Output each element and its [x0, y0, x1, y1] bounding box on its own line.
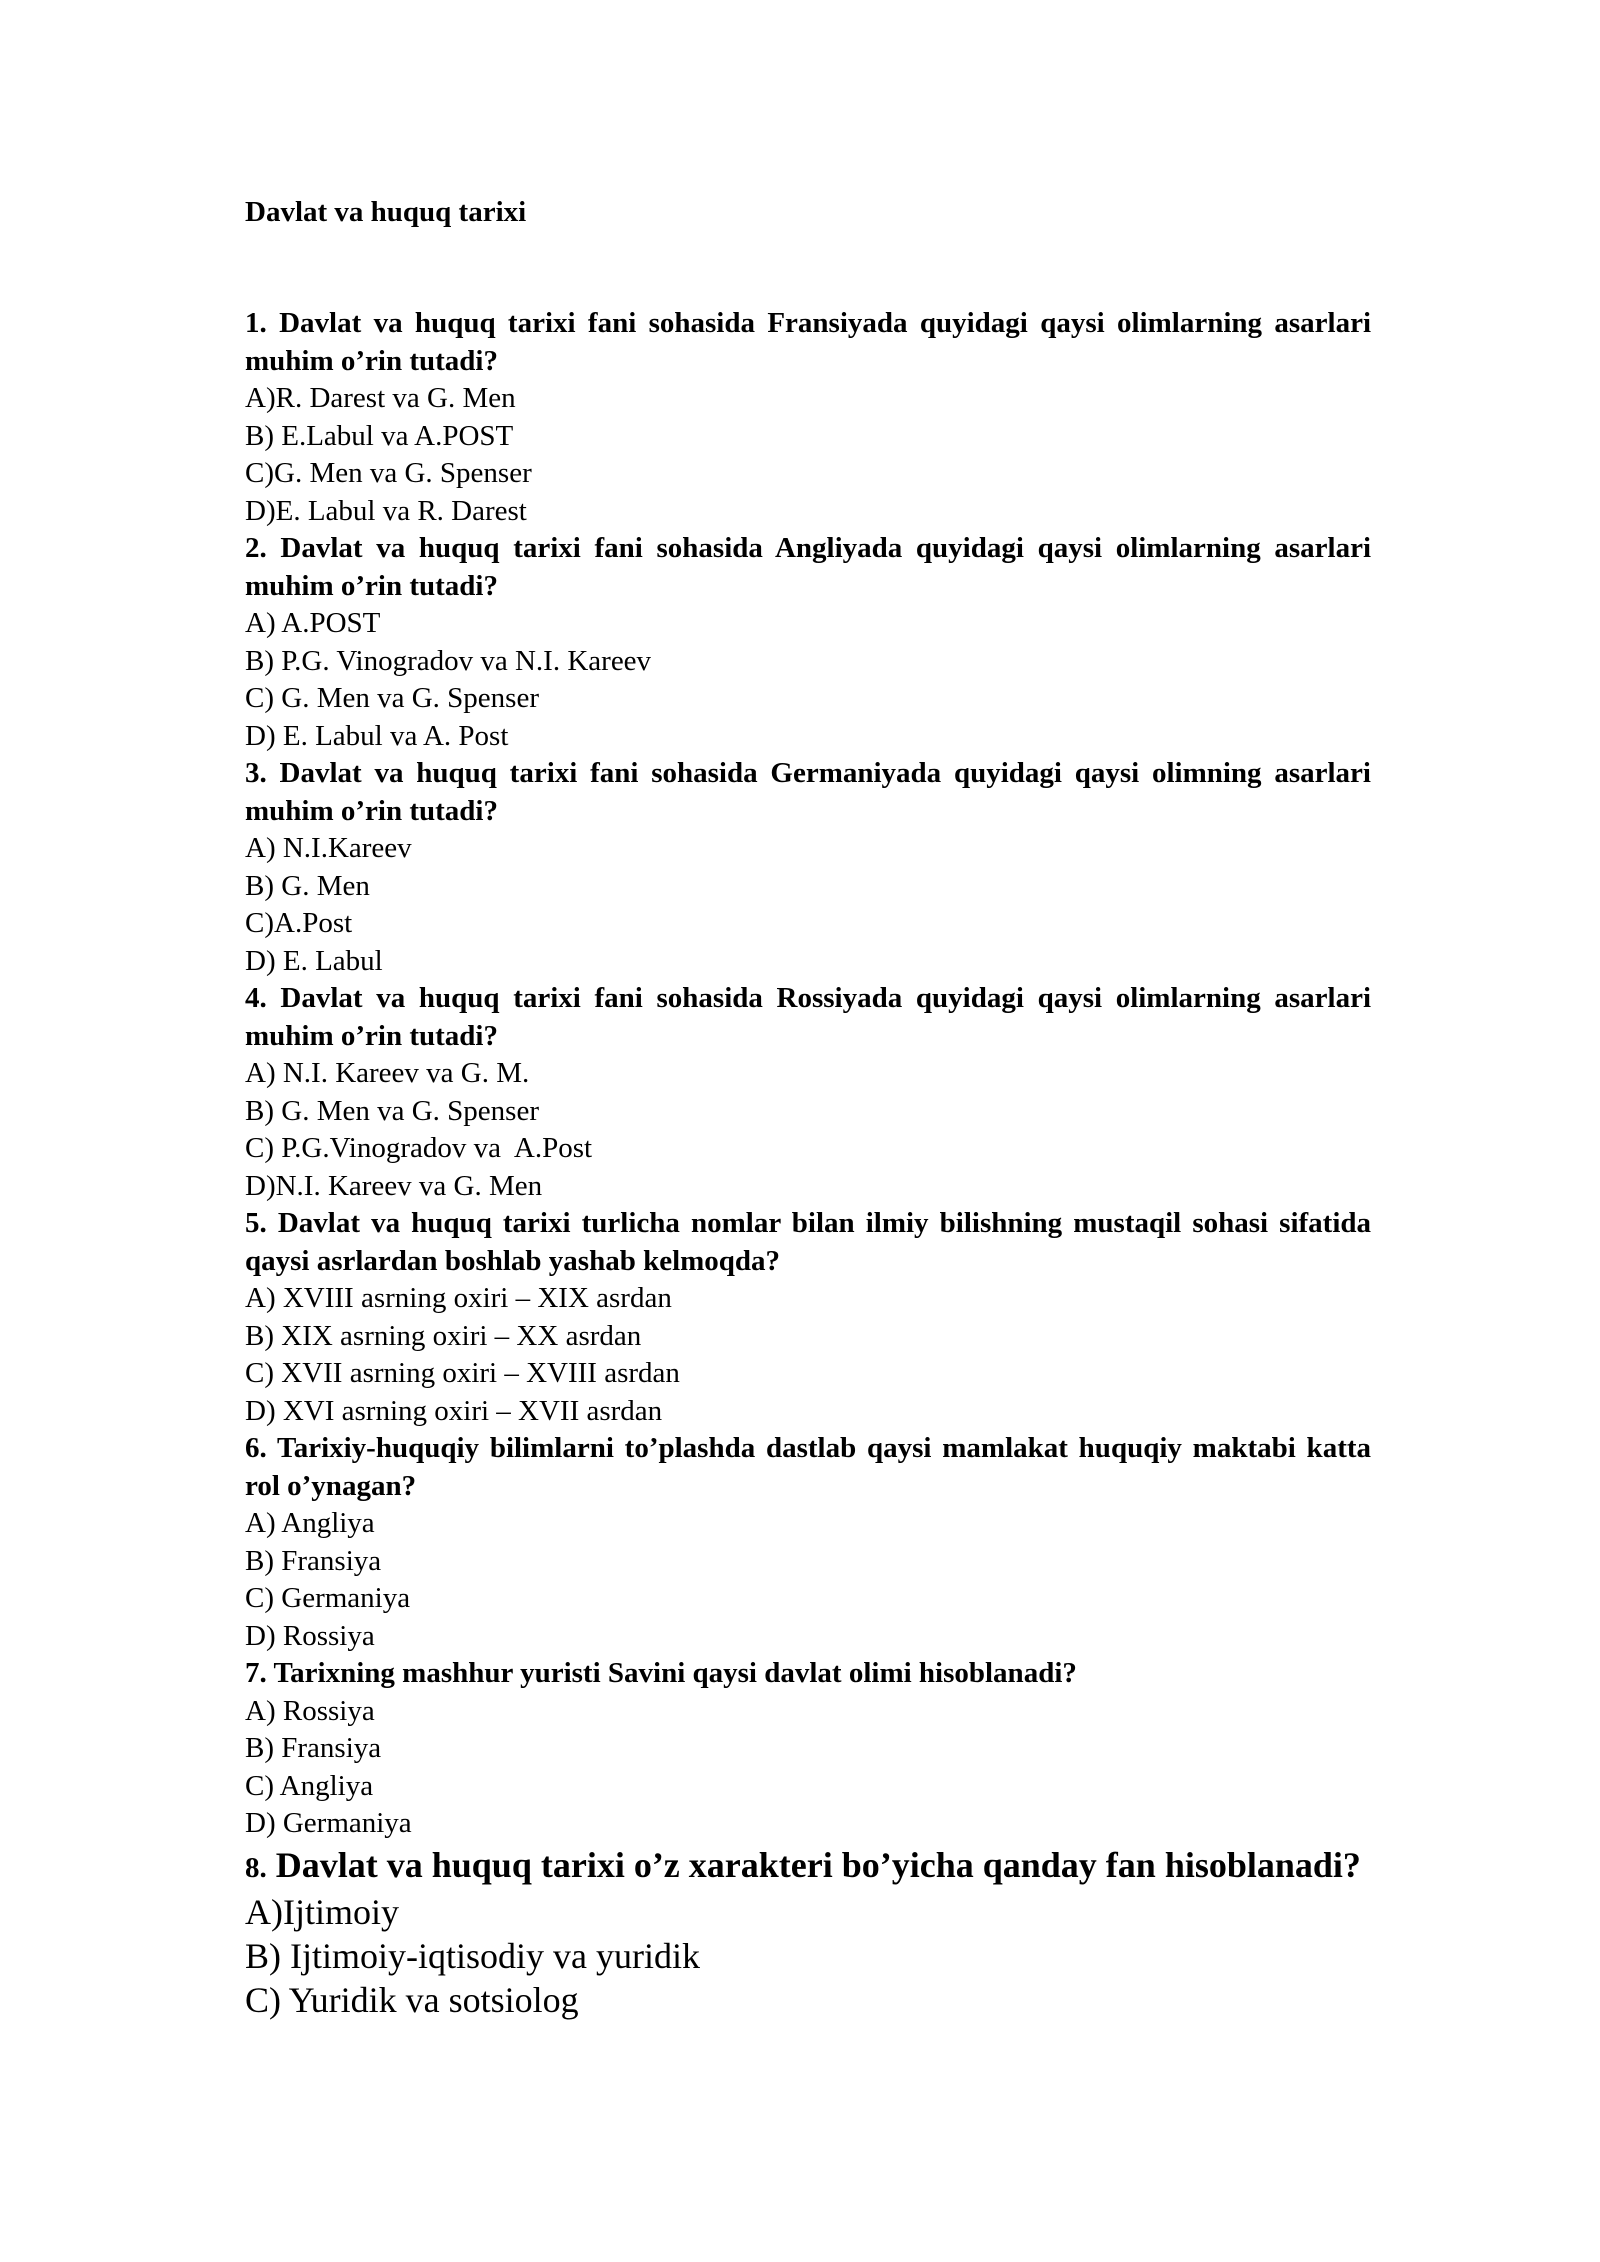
option-a: A)R. Darest va G. Men [245, 382, 516, 414]
option-d: D) XVI asrning oxiri – XVII asrdan [245, 1394, 663, 1427]
option-a: A) N.I. Kareev va G. M. [245, 1057, 530, 1089]
question-prompt: Davlat va huquq tarixi o’z xarakteri bo’yicha qanday fan hisoblanadi? [275, 1844, 1361, 1885]
question-number: 4. [245, 982, 267, 1014]
option-c: C)A.Post [245, 907, 353, 939]
option-list [245, 1055, 1371, 1205]
option-a: A)Ijtimoiy [245, 1891, 399, 1932]
question-list [245, 305, 1371, 2022]
option-b: B) G. Men va G. Spenser [245, 1094, 539, 1127]
question-text [245, 530, 1371, 605]
option-a: A) Angliya [245, 1507, 375, 1539]
question-text [245, 305, 1371, 380]
option-d: D) Germaniya [245, 1807, 412, 1839]
question-8 [245, 1843, 1371, 2022]
option-list [245, 380, 1371, 530]
option-d: D)E. Labul va R. Darest [245, 494, 527, 527]
question-number: 8. [245, 1851, 267, 1884]
option-list [245, 1280, 1371, 1430]
question-number: 6. [245, 1432, 267, 1464]
question-text [245, 1843, 1371, 1890]
option-b: B) E.Labul va A.POST [245, 419, 514, 452]
question-5 [245, 1205, 1371, 1430]
question-prompt: Davlat va huquq tarixi turlicha nomlar bilan ilmiy bilishning mustaqil sohasi sifatida qaysi asrlardan boshlab yashab kelmoqda? [245, 1207, 1372, 1277]
question-prompt: Davlat va huquq tarixi fani sohasida Germaniyada quyidagi qaysi olimning asarlari muhim o’rin tutadi? [245, 757, 1371, 827]
document-page [245, 194, 1371, 2022]
option-c: C) Germaniya [245, 1582, 411, 1614]
option-list [245, 1505, 1371, 1655]
option-list [245, 605, 1371, 755]
question-text [245, 1205, 1371, 1280]
question-number: 7. [245, 1657, 267, 1689]
question-prompt: Davlat va huquq tarixi fani sohasida Fransiyada quyidagi qaysi olimlarning asarlari muhim o’rin tutadi? [245, 307, 1372, 377]
option-d: D) E. Labul [245, 944, 383, 977]
option-list [245, 830, 1371, 980]
option-a: A) A.POST [245, 607, 381, 639]
option-a: A) Rossiya [245, 1694, 375, 1727]
option-d: D) E. Labul va A. Post [245, 719, 509, 752]
option-list [245, 1890, 1371, 2022]
option-b: B) Ijtimoiy-iqtisodiy va yuridik [245, 1935, 700, 1976]
question-3 [245, 755, 1371, 980]
document-title: Davlat va huquq tarixi [245, 196, 527, 228]
question-text [245, 755, 1371, 830]
question-text [245, 1430, 1371, 1505]
question-number: 5. [245, 1207, 267, 1239]
option-d: D) Rossiya [245, 1619, 375, 1652]
question-prompt: Tarixning mashhur yuristi Savini qaysi davlat olimi hisoblanadi? [273, 1657, 1077, 1689]
question-6 [245, 1430, 1371, 1655]
option-a: A) N.I.Kareev [245, 832, 412, 864]
question-1 [245, 305, 1371, 530]
question-4 [245, 980, 1371, 1205]
question-prompt: Davlat va huquq tarixi fani sohasida Angliyada quyidagi qaysi olimlarning asarlari muhim o’rin tutadi? [245, 532, 1372, 602]
option-c: C) Angliya [245, 1769, 374, 1802]
option-list [245, 1693, 1371, 1843]
option-b: B) Fransiya [245, 1732, 382, 1764]
option-b: B) P.G. Vinogradov va N.I. Kareev [245, 644, 652, 677]
question-number: 2. [245, 532, 267, 564]
question-number: 3. [245, 757, 267, 789]
option-c: C) P.G.Vinogradov va A.Post [245, 1132, 593, 1164]
question-2 [245, 530, 1371, 755]
option-b: B) G. Men [245, 869, 370, 902]
option-a: A) XVIII asrning oxiri – XIX asrdan [245, 1282, 672, 1314]
option-c: C) XVII asrning oxiri – XVIII asrdan [245, 1357, 680, 1389]
question-prompt: Tarixiy-huquqiy bilimlarni to’plashda dastlab qaysi mamlakat huquqiy maktabi katta rol o’ynagan? [245, 1432, 1372, 1502]
question-number: 1. [245, 307, 267, 339]
question-text [245, 1655, 1371, 1693]
option-d: D)N.I. Kareev va G. Men [245, 1169, 543, 1202]
option-c: C)G. Men va G. Spenser [245, 457, 532, 489]
question-prompt: Davlat va huquq tarixi fani sohasida Rossiyada quyidagi qaysi olimlarning asarlari muhim o’rin tutadi? [245, 982, 1372, 1052]
option-c: C) G. Men va G. Spenser [245, 682, 539, 714]
question-7 [245, 1655, 1371, 1843]
option-b: B) Fransiya [245, 1544, 382, 1577]
option-b: B) XIX asrning oxiri – XX asrdan [245, 1319, 642, 1352]
question-text [245, 980, 1371, 1055]
option-c: C) Yuridik va sotsiolog [245, 1979, 579, 2020]
